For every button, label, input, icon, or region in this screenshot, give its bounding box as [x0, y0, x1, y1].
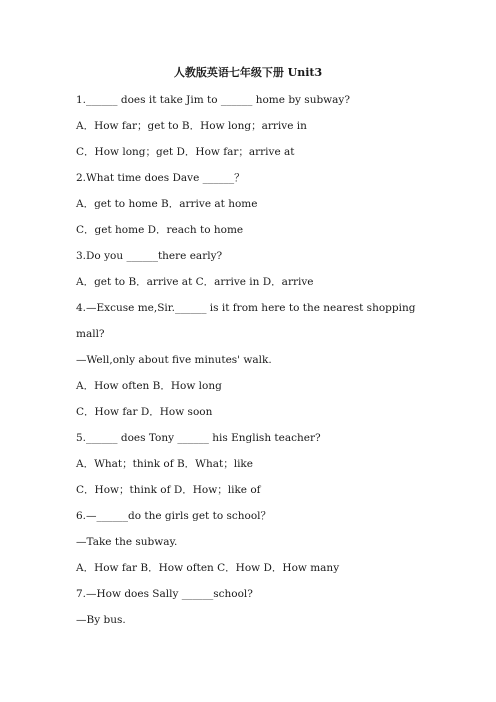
question-7-reply: —By bus. [76, 614, 126, 626]
q6-options: A．How far B．How often C．How D．How many [76, 562, 340, 574]
q4-options-cd: C．How far D．How soon [76, 406, 213, 418]
q5-options-cd: C．How；think of D．How；like of [76, 484, 261, 496]
question-4-reply: —Well,only about five minutes' walk. [76, 354, 272, 366]
q2-options-cd: C．get home D．reach to home [76, 224, 244, 236]
q2-options-ab: A．get to home B．arrive at home [76, 198, 258, 210]
question-7: 7.—How does Sally ______school? [76, 588, 253, 600]
question-4-continued: mall? [76, 328, 105, 340]
q1-options-ab: A．How far；get to B．How long；arrive in [76, 120, 307, 132]
q5-options-ab: A．What；think of B．What；like [76, 458, 254, 470]
question-6: 6.—______do the girls get to school？ [76, 510, 272, 522]
question-1: 1.______ does it take Jim to ______ home by subway? [76, 94, 350, 106]
q1-options-cd: C．How long；get D．How far；arrive at [76, 146, 295, 158]
question-2: 2.What time does Dave ______？ [76, 172, 245, 184]
q3-options: A．get to B．arrive at C．arrive in D．arrive [76, 276, 314, 288]
question-3: 3.Do you ______there early? [76, 250, 223, 262]
document-title: 人教版英语七年级下册 Unit3 [173, 66, 323, 79]
question-4: 4.—Excuse me,Sir.______ is it from here to the nearest shopping [76, 302, 416, 314]
q4-options-ab: A．How often B．How long [76, 380, 222, 392]
question-5: 5.______ does Tony ______ his English teacher? [76, 432, 321, 444]
question-6-reply: —Take the subway. [76, 536, 178, 548]
